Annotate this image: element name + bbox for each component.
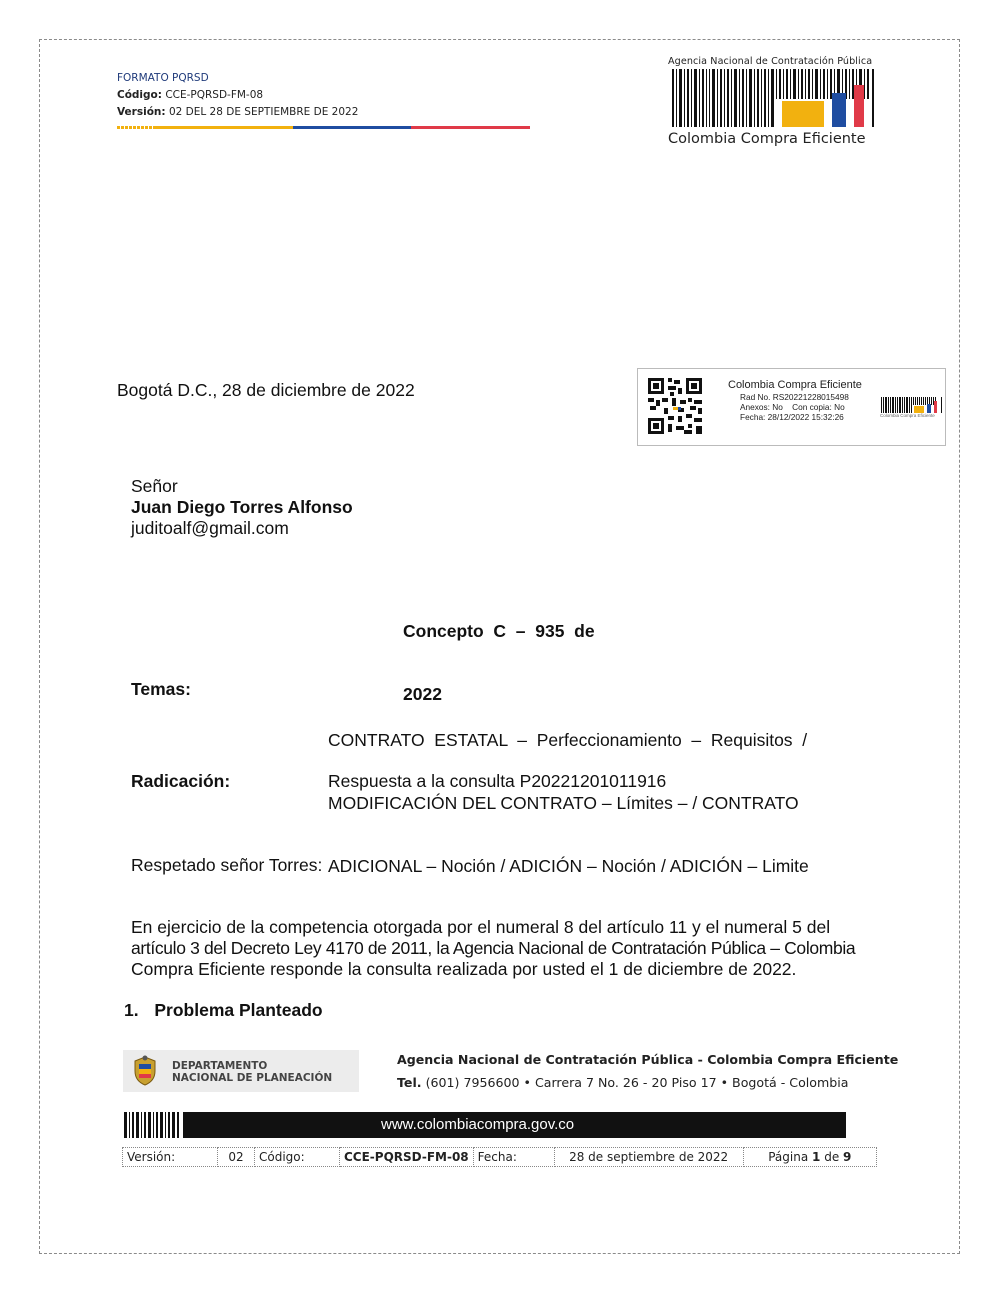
format-version: Versión: 02 DEL 28 DE SEPTIEMBRE DE 2022	[117, 106, 359, 118]
salutation-title: Señor	[131, 476, 178, 496]
topics-value	[328, 688, 809, 898]
recipient-block	[131, 476, 353, 539]
date-value-cell: 28 de septiembre de 2022	[554, 1148, 743, 1167]
recipient-email: juditoalf@gmail.com	[131, 518, 289, 538]
page-cell: Página 1 de 9	[743, 1148, 876, 1167]
stamp-title: Colombia Compra Eficiente	[728, 379, 862, 391]
section-title: Problema Planteado	[154, 1000, 323, 1020]
topics-label: Temas:	[131, 679, 191, 699]
qr-code-icon	[648, 378, 704, 436]
footer-barcode-icon	[124, 1112, 182, 1138]
radication-value: Respuesta a la consulta P20221201011916	[328, 771, 667, 791]
recipient-name: Juan Diego Torres Alfonso	[131, 497, 353, 517]
footer-contact-details: (601) 7956600 • Carrera 7 No. 26 - 20 Piso 17 • Bogotá - Colombia	[425, 1075, 849, 1090]
footer-tel-label: Tel.	[397, 1075, 422, 1090]
paragraph-line-3: Compra Eficiente responde la consulta realizada por usted el 1 de diciembre de 2022.	[131, 959, 797, 979]
concept-line-2: 2022	[403, 684, 442, 704]
dnp-logo	[123, 1050, 359, 1092]
header-color-bar	[117, 126, 530, 129]
topics-line-1: CONTRATO ESTATAL – Perfeccionamiento – Requisitos /	[328, 730, 808, 750]
dnp-line-2: NACIONAL DE PLANEACIÓN	[172, 1072, 333, 1084]
footer-agency: Agencia Nacional de Contratación Pública - Colombia Compra Eficiente	[397, 1052, 899, 1067]
date-label-cell: Fecha:	[473, 1148, 554, 1167]
format-code: Código: CCE-PQRSD-FM-08	[117, 89, 264, 101]
dnp-line-1: DEPARTAMENTO	[172, 1060, 268, 1072]
version-label-cell: Versión:	[123, 1148, 218, 1167]
place-date: Bogotá D.C., 28 de diciembre de 2022	[117, 380, 415, 400]
dnp-name	[172, 1060, 332, 1084]
stamp-mini-caption: Colombia Compra Eficiente	[880, 413, 935, 418]
radication-stamp	[637, 368, 946, 446]
format-header	[117, 70, 358, 121]
logo-brand-text: Colombia Compra Eficiente	[668, 131, 866, 147]
radication-label: Radicación:	[131, 771, 231, 791]
code-value-cell: CCE-PQRSD-FM-08	[340, 1148, 474, 1167]
stamp-date: Fecha: 28/12/2022 15:32:26	[740, 412, 844, 422]
section-heading	[124, 1000, 323, 1021]
code-label-cell: Código:	[255, 1148, 340, 1167]
logo-agency-text: Agencia Nacional de Contratación Pública	[668, 56, 873, 67]
version-value-cell: 02	[218, 1148, 255, 1167]
mini-barcode-icon	[880, 397, 944, 413]
greeting: Respetado señor Torres:	[131, 855, 323, 875]
topics-line-2: MODIFICACIÓN DEL CONTRATO – Límites – / CONTRATO	[328, 793, 799, 813]
website-link[interactable]: www.colombiacompra.gov.co	[381, 1116, 575, 1133]
footer-info-table	[122, 1147, 877, 1167]
concept-line-1: Concepto C – 935 de	[403, 621, 595, 641]
intro-paragraph	[131, 917, 855, 980]
cce-logo	[668, 56, 883, 147]
section-number: 1.	[124, 1000, 139, 1020]
table-row	[123, 1148, 877, 1167]
topics-line-3: ADICIONAL – Noción / ADICIÓN – Noción / ADICIÓN – Limite	[328, 856, 809, 876]
paragraph-line-2: artículo 3 del Decreto Ley 4170 de 2011, la Agencia Nacional de Contratación Pública – Colombia	[131, 938, 856, 958]
paragraph-line-1: En ejercicio de la competencia otorgada por el numeral 8 del artículo 11 y el numeral 5 del	[131, 917, 831, 937]
barcode-logo-icon	[668, 69, 880, 129]
stamp-text	[728, 380, 862, 422]
website-bar	[183, 1112, 846, 1138]
coat-of-arms-icon	[131, 1055, 159, 1087]
stamp-rad-number: Rad No. RS20221228015498	[740, 392, 849, 402]
stamp-annexes: Anexos: No Con copia: No	[740, 402, 845, 412]
format-title: FORMATO PQRSD	[117, 72, 209, 84]
stamp-mini-logo	[880, 397, 944, 418]
footer-contact	[397, 1075, 849, 1090]
